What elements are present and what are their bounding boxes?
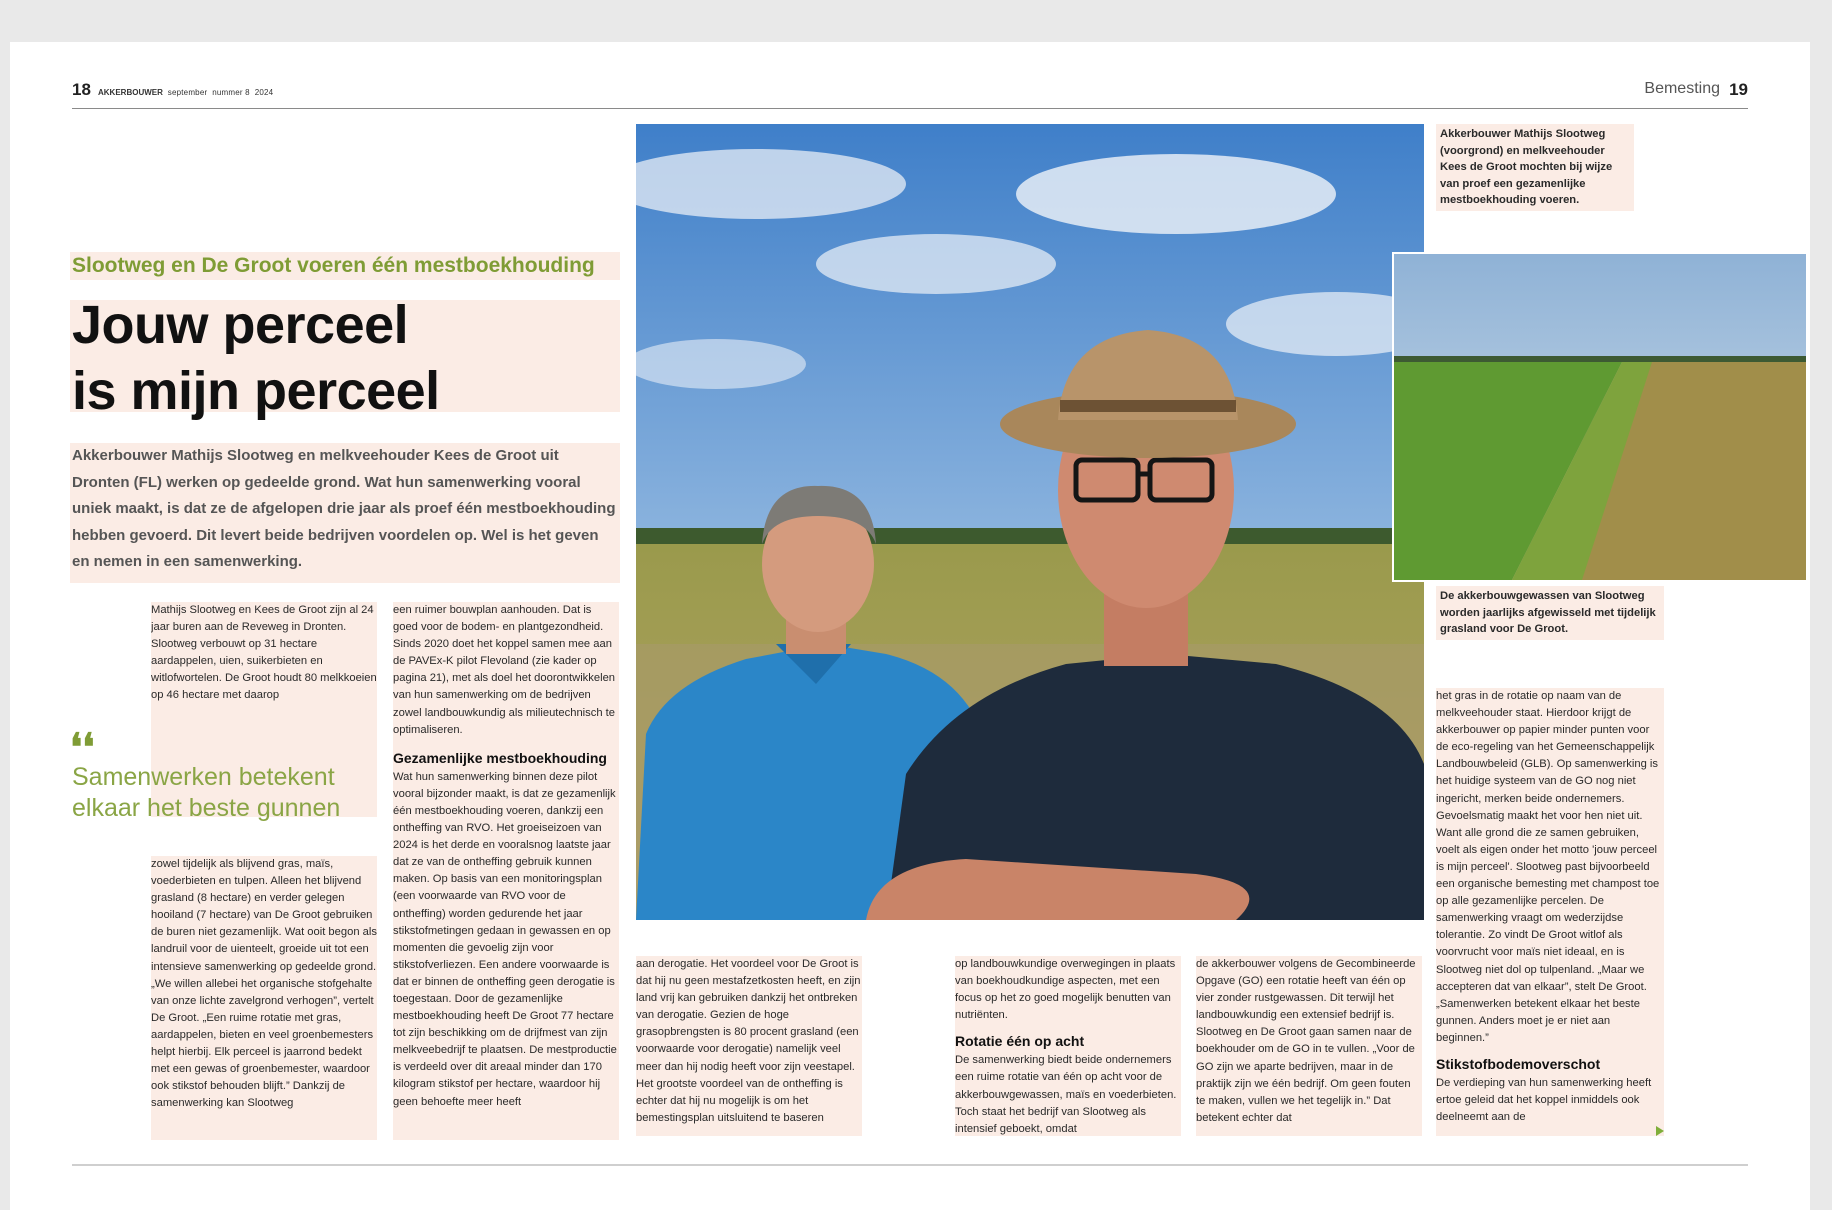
right-page-number: 19 — [1729, 80, 1748, 99]
footer-rule — [72, 1164, 1748, 1166]
main-photo-caption: Akkerbouwer Mathijs Slootweg (voorgrond) en melkveehouder Kees de Groot mochten bij wijze van proef een gezamenlijke mestboekhouding voeren. — [1436, 124, 1634, 211]
column-4 — [955, 956, 1181, 1136]
magazine-name: AKKERBOUWER — [98, 88, 163, 97]
article-title — [72, 292, 632, 424]
column-6-body: De verdieping van hun samenwerking heeft ertoe geleid dat het koppel inmiddels ook deelneemt aan de — [1436, 1076, 1652, 1124]
subhead-stikstofbodemoverschot: Stikstofbodemoverschot — [1436, 1055, 1601, 1072]
column-4-body: De samenwerking biedt beide ondernemers een ruime rotatie van één op acht voor de akkerbouwgewassen, maïs en voederbieten. Toch staat het bedrijf van Slootweg als intensief geboekt, omdat — [955, 1054, 1177, 1135]
quote-mark-icon: ❛❛ — [70, 724, 95, 769]
header-rule — [72, 108, 1748, 109]
column-1-top: Mathijs Slootweg en Kees de Groot zijn al 24 jaar buren aan de Reveweg in Dronten. Slootweg verbouwt op 31 hectare aardappelen, uien, suikerbieten en witlofwortelen. De Groot houdt 80 melkkoeien op 46 hectare met daarop — [151, 602, 377, 705]
masthead — [98, 88, 273, 97]
column-1-bottom: zowel tijdelijk als blijvend gras, maïs, voederbieten en tulpen. Alleen het blijvend grasland (8 hectare) en verder gelegen hooiland (7 hectare) van De Groot gebruiken de buren niet gezamenlijk. Wat ooit begon als landruil voor de uienteelt, groeide uit tot een intensieve samenwerking op gedeelde grond. „We willen allebei het organische stofgehalte van onze lichte zavelgrond verhogen”, vertelt De Groot. „Een ruime rotatie met gras, aardappelen, bieten en veel groenbemesters helpt hierbij. Elk perceel is jaarrond bedekt met een gewas of groenbemester, waardoor ook stikstof behouden blijft.” Dankzij de samenwerking kan Slootweg — [151, 856, 377, 1140]
title-line-2: is mijn perceel — [72, 361, 440, 421]
column-2-body: Wat hun samenwerking binnen deze pilot vooral bijzonder maakt, is dat ze gezamenlijk één mestboekhouding voeren, dankzij een ontheffing van RVO. Het groeiseizoen van 2024 is het derde en vooralsnog laatste jaar dat ze van de ontheffing gebruik kunnen maken. Op basis van een monitoringsplan (een voorwaarde van RVO voor de ontheffing) worden gedurende het jaar stikstofmetingen gedaan in gewassen en op momenten die gevoelig zijn voor stikstofverliezen. Een andere voorwaarde is dat er binnen de ontheffing geen derogatie is toegestaan. Door de gezamenlijke mestboekhouding heeft De Groot 77 hectare tot zijn beschikking om de drijfmest van zijn melkveebedrijf te plaatsen. De mestproductie is verdeeld over dit areaal minder dan 170 kilogram stikstof per hectare, waardoor hij geen behoefte meer heeft — [393, 770, 617, 1108]
subhead-rotatie: Rotatie één op acht — [955, 1033, 1085, 1050]
column-3: aan derogatie. Het voordeel voor De Groot is dat hij nu geen mestafzetkosten heeft, en zijn land vrij kan gebruiken dankzij het ontbreken van derogatie. Gezien de hoge grasopbrengsten is 80 procent grasland (een voorwaarde voor derogatie) namelijk veel meer dan hij nodig heeft voor zijn veestapel. Het grootste voordeel van de ontheffing is echter dat hij nu mogelijk is om het bemestingsplan uitsluitend te baseren — [636, 956, 862, 1136]
subhead-gezamenlijke-mestboekhouding: Gezamenlijke mestboekhouding — [393, 749, 607, 766]
issue-number: nummer 8 — [212, 88, 250, 97]
column-2 — [393, 602, 619, 1140]
issue-year: 2024 — [254, 88, 274, 97]
article-lead: Akkerbouwer Mathijs Slootweg en melkveehouder Kees de Groot uit Dronten (FL) werken op gedeelde grond. Wat hun samenwerking vooral uniek maakt, is dat ze de afgelopen drie jaar als proef één mestboekhouding hebben gevoerd. Dit levert beide bedrijven voordelen op. Wel is het geven en nemen in een samenwerking. — [70, 443, 620, 583]
field-photo-caption: De akkerbouwgewassen van Slootweg worden jaarlijks afgewisseld met tijdelijk grasland voor De Groot. — [1436, 586, 1664, 640]
pull-quote: Samenwerken betekent elkaar het beste gunnen — [72, 763, 341, 822]
left-page-number: 18 — [72, 80, 91, 99]
article-kicker: Slootweg en De Groot voeren één mestboekhouding — [70, 252, 620, 280]
column-2-top: een ruimer bouwplan aanhouden. Dat is goed voor de bodem- en plantgezondheid. Sinds 2020 doet het koppel samen mee aan de PAVEx-K pilot Flevoland (zie kader op pagina 21), met als doel het doorontwikkelen van hun samenwerking om de bedrijven zowel landbouwkundig als milieutechnisch te optimaliseren. — [393, 604, 616, 736]
continue-arrow-icon — [1656, 1126, 1664, 1136]
title-line-1: Jouw perceel — [72, 295, 409, 355]
column-6-top: het gras in de rotatie op naam van de melkveehouder staat. Hierdoor krijgt de akkerbouwer op papier minder punten voor de eco-regeling van het Gemeenschappelijk Landbouwbeleid (GLB). Op samenwerking is het huidige systeem van de GO nog niet ingericht, merken beide ondernemers. Gevoelsmatig maakt het voor hen niet uit. Want alle grond die ze samen gebruiken, voelt als eigen onder het motto 'jouw perceel is mijn perceel'. Slootweg past bijvoorbeeld een organische bemesting met champost toe op alle gezamenlijke percelen. De samenwerking vraagt om wederzijdse tolerantie. Zo vindt De Groot witlof als voorvrucht voor maïs niet ideaal, en is Slootweg niet dol op tulpenland. „Maar we accepteren dat van elkaar”, stelt De Groot. „Samenwerken betekent elkaar het beste gunnen. Anders moet je er niet aan beginnen.” — [1436, 690, 1660, 1044]
main-photo — [636, 124, 1424, 920]
column-5: de akkerbouwer volgens de Gecombineerde Opgave (GO) een rotatie heeft van één op vier zonder rustgewassen. Dit terwijl het landbouwkundig een extensief bedrijf is. Slootweg en De Groot gaan samen naar de boekhouder om de GO in te vullen. „Voor de GO zijn we aparte bedrijven, maar in de praktijk zijn we één bedrijf. Om geen fouten te maken, vullen we het tegelijk in.” Dat betekent echter dat — [1196, 956, 1422, 1136]
column-4-top: op landbouwkundige overwegingen in plaats van boekhoudkundige aspecten, met een focus op het zo goed mogelijk benutten van nutriënten. — [955, 958, 1176, 1022]
column-6 — [1436, 688, 1664, 1136]
issue-month: september — [167, 88, 208, 97]
section-name: Bemesting — [1644, 80, 1720, 97]
field-photo — [1392, 252, 1808, 582]
